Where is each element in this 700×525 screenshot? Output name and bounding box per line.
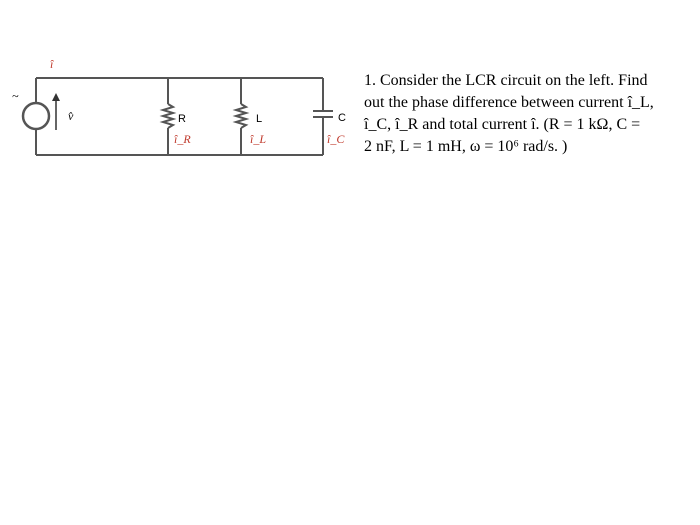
capacitor-label: C <box>338 112 346 124</box>
resistor-label: R <box>178 113 186 125</box>
source-tilde-label: ~ <box>12 89 19 103</box>
resistor-zigzag <box>163 104 173 128</box>
lcr-circuit-diagram <box>0 0 360 180</box>
problem-statement <box>364 70 694 158</box>
capacitor-current-label: î_C <box>327 132 345 146</box>
problem-line-1: 1. Consider the LCR circuit on the left. Find <box>364 72 648 89</box>
resistor-current-label: î_R <box>174 132 191 146</box>
inductor-label: L <box>256 113 263 125</box>
inductor-coil <box>236 104 246 128</box>
voltage-label: v̂ <box>68 109 74 123</box>
total-current-label: î <box>50 57 54 71</box>
problem-line-3: î_C, î_R and total current î. (R = 1 kΩ, C = <box>364 116 641 133</box>
problem-line-4: 2 nF, L = 1 mH, ω = 10⁶ rad/s. ) <box>364 138 568 155</box>
voltage-arrow-head <box>52 93 60 101</box>
inductor-current-label: î_L <box>250 132 267 146</box>
ac-source <box>23 103 49 129</box>
problem-line-2: out the phase difference between current î_L, <box>364 94 654 111</box>
